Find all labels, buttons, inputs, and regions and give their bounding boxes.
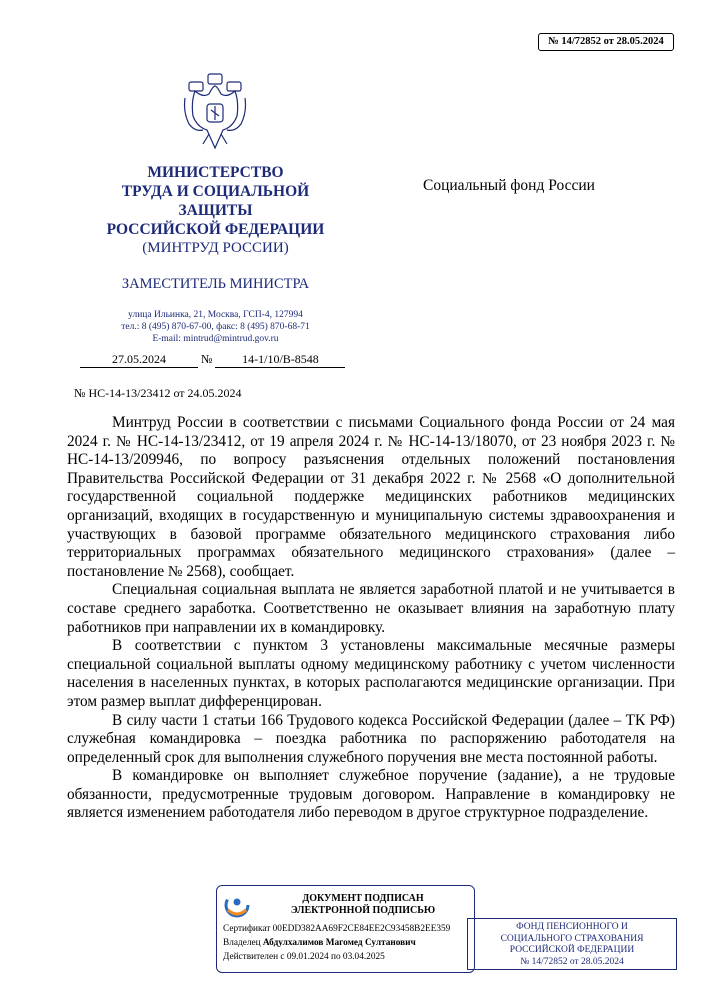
paragraph: Минтруд России в соответствии с письмами Социального фонда России от 24 мая 2024 г. № НС-14-13/23412, от 19 апреля 2024 г. № НС-14-13/18070, от 23 ноября 2023 г. № НС-14-13/209946, по вопросу разъяснения отдельных положений постановления Правительства Российской Федерации от 31 декабря 2022 г. № 2568 «О дополнительной государственной социальной поддержке медицинских работников медицинских организаций, входящих в государственную и муниципальную системы здравоохранения и участвующих в базовой программе обязательного медицинского страхования либо территориальных программах обязательного медицинского страхования» (далее – постановление № 2568), сообщает.: [67, 414, 675, 580]
certificate-line: Сертификат 00EDD382AA69F2CE84EE2C93458B2EE359: [223, 924, 451, 934]
outgoing-date: 27.05.2024: [80, 352, 198, 368]
ministry-name-line: МИНИСТЕРСТВО: [147, 164, 284, 181]
paragraph: В командировке он выполняет служебное поручение (задание), а не трудовые обязанности, предусмотренные трудовым договором. Направление в командировку не является изменением работодателя либо переводом в другое структурное подразделение.: [67, 767, 675, 822]
electronic-signature-stamp: [216, 885, 475, 973]
address-line: улица Ильинка, 21, Москва, ГСП-4, 127994: [128, 310, 303, 320]
ministry-name-line: ЗАЩИТЫ: [178, 202, 253, 219]
validity-line: Действителен с 09.01.2024 по 03.04.2025: [223, 952, 385, 962]
ministry-header: [88, 163, 343, 258]
signature-title-line: ЭЛЕКТРОННОЙ ПОДПИСЬЮ: [290, 905, 436, 916]
signature-title: [257, 893, 469, 917]
coat-of-arms-icon: [181, 72, 249, 154]
letter-body: [67, 414, 675, 823]
registration-stamp: № 14/72852 от 28.05.2024: [538, 33, 674, 51]
owner-name: Абдулхалимов Магомед Султанович: [262, 938, 416, 948]
ministry-short-name: (МИНТРУД РОССИИ): [142, 240, 289, 256]
recipient: Социальный фонд России: [423, 177, 595, 194]
paragraph: В силу части 1 статьи 166 Трудового кодекса Российской Федерации (далее – ТК РФ) служебная командировка – поездка работника по распоряжению работодателя на определенный срок для выполнения служебного поручения вне места постоянной работы.: [67, 711, 675, 766]
ministry-address: [88, 309, 343, 345]
phone-line: тел.: 8 (495) 870-67-00, факс: 8 (495) 870-68-71: [121, 322, 310, 332]
email-line: E-mail: mintrud@mintrud.gov.ru: [152, 334, 279, 344]
outgoing-number-value: 14-1/10/В-8548: [215, 352, 345, 368]
stamp-line: РОССИЙСКОЙ ФЕДЕРАЦИИ: [509, 945, 635, 955]
stamp-line: СОЦИАЛЬНОГО СТРАХОВАНИЯ: [500, 933, 644, 944]
paragraph: В соответствии с пунктом 3 установлены максимальные месячные размеры специальной социальной выплаты одному медицинскому работнику с учетом численности населения в населенных пунктах, в которых располагаются медицинские организации. При этом размер выплат дифференцирован.: [67, 637, 675, 710]
stamp-line: ФОНД ПЕНСИОННОГО И: [516, 922, 628, 932]
owner-line: [223, 938, 416, 948]
owner-label: Владелец: [223, 938, 261, 948]
position-title: ЗАМЕСТИТЕЛЬ МИНИСТРА: [121, 276, 310, 292]
signature-title-line: ДОКУМЕНТ ПОДПИСАН: [302, 893, 424, 904]
reference-number: № НС-14-13/23412 от 24.05.2024: [74, 386, 242, 400]
number-sign: №: [201, 352, 213, 366]
sfr-logo-icon: [224, 892, 250, 918]
paragraph: Специальная социальная выплата не является заработной платой и не учитывается в составе среднего заработка. Соответственно не оказывает влияния на заработную плату работников при направлении их в командировку.: [67, 581, 675, 636]
ministry-name-line: РОССИЙСКОЙ ФЕДЕРАЦИИ: [106, 221, 325, 238]
ministry-name-line: ТРУДА И СОЦИАЛЬНОЙ: [121, 183, 310, 200]
stamp-line: № 14/72852 от 28.05.2024: [520, 956, 624, 967]
outgoing-number: [80, 352, 345, 368]
sfr-registration-stamp: [467, 918, 677, 970]
